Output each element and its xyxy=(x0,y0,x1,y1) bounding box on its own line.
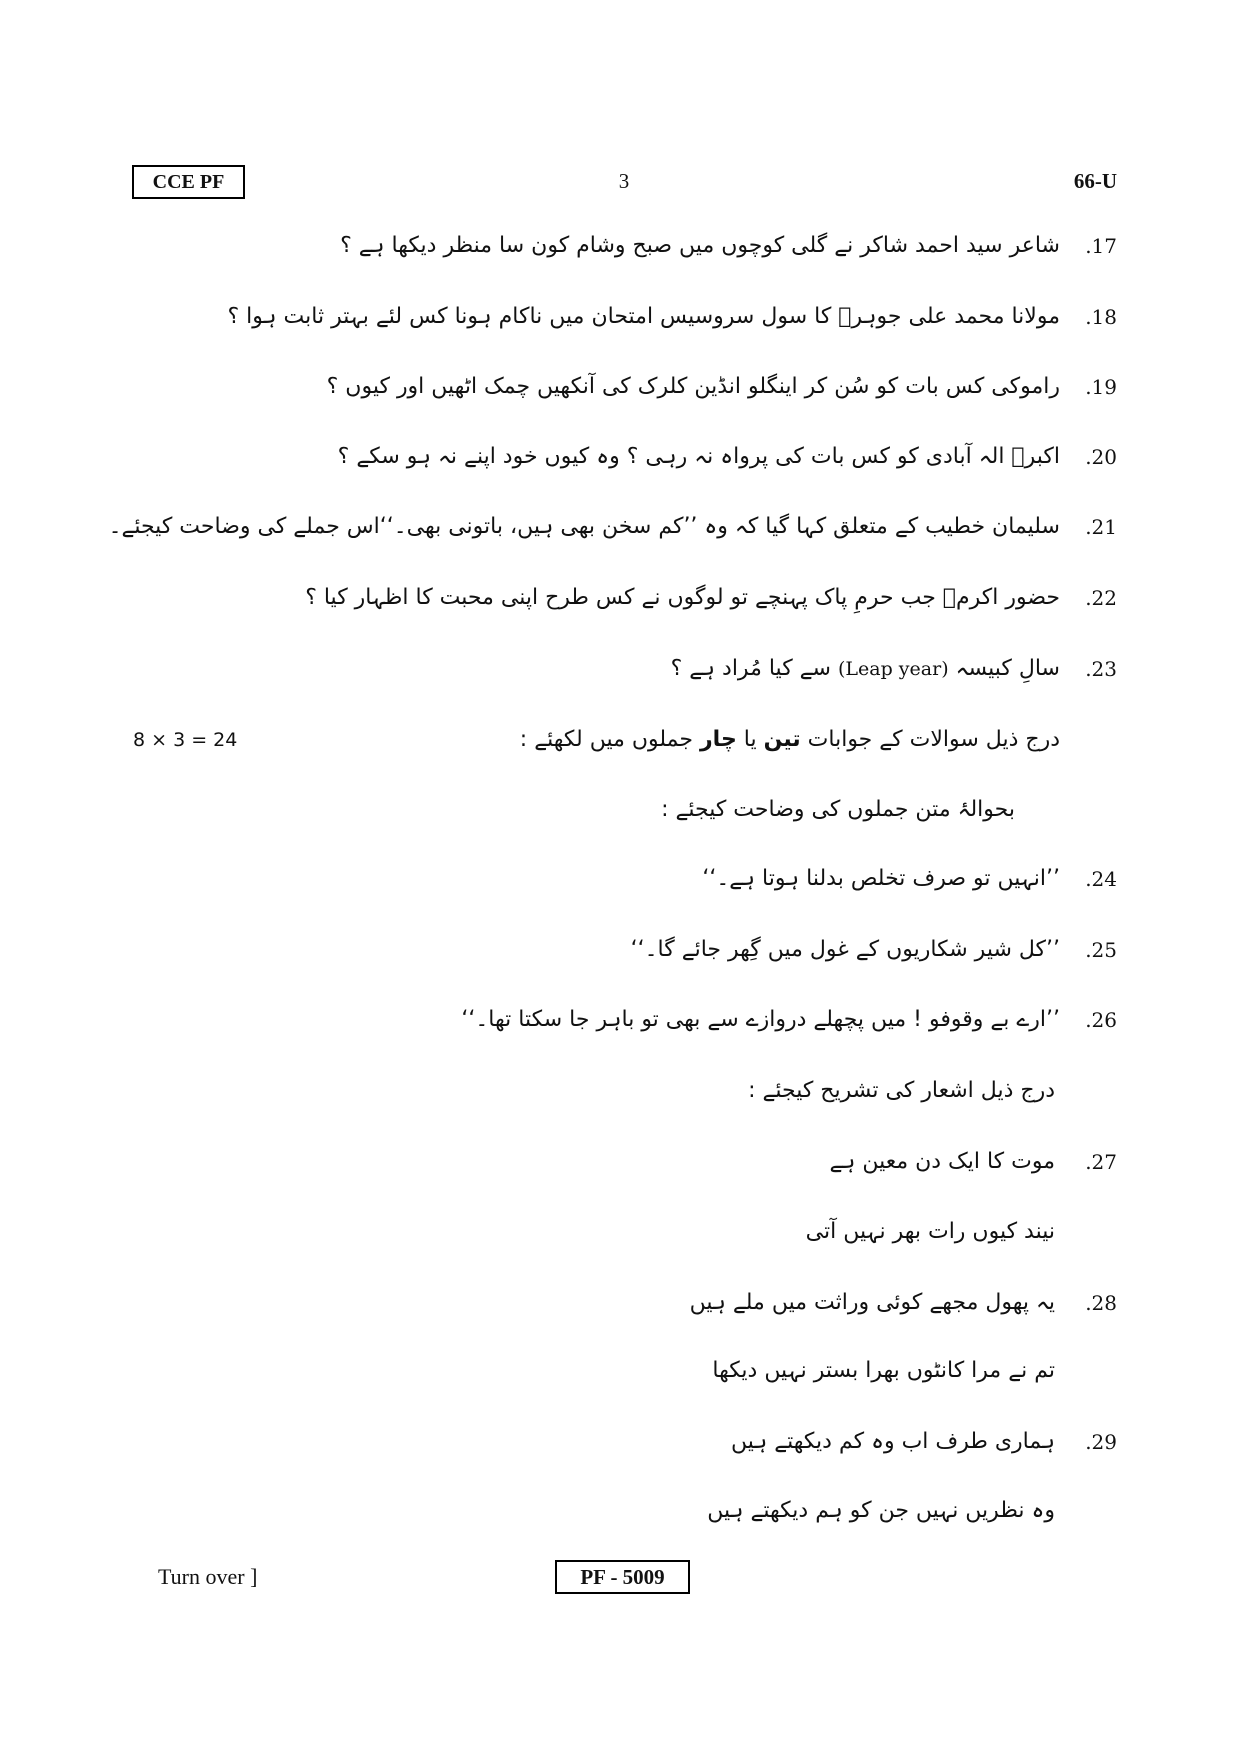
verse-line: یہ پھول مجھے کوئی وراثت میں ملے ہیں xyxy=(689,1290,1055,1315)
question-26 xyxy=(0,1003,1240,1037)
reference-instruction: بحوالۂ متن جملوں کی وضاحت کیجئے : xyxy=(661,797,1015,822)
paper-code-box: PF - 5009 xyxy=(555,1560,690,1594)
question-25 xyxy=(0,933,1240,967)
verse-line: ہماری طرف اب وہ کم دیکھتے ہیں xyxy=(730,1429,1055,1454)
turn-over-note: Turn over ] xyxy=(158,1564,258,1589)
question-number: 19. xyxy=(1085,375,1117,399)
question-24 xyxy=(0,862,1240,896)
question-text: اکبرؔ الہ آبادی کو کس بات کی پرواہ نہ رہی ؟ وہ کیوں خود اپنے نہ ہو سکے ؟ xyxy=(337,444,1060,469)
question-17 xyxy=(0,229,1240,263)
question-text: سلیمان خطیب کے متعلق کہا گیا کہ وہ ’’کم سخن بھی ہیں، باتونی بھی۔‘‘اس جملے کی وضاحت کیجئے۔ xyxy=(108,514,1060,539)
question-number: 28. xyxy=(1085,1291,1117,1315)
instruction-part: جملوں میں لکھئے : xyxy=(519,727,694,752)
question-number: 18. xyxy=(1085,305,1117,329)
exam-code-box: CCE PF xyxy=(132,165,245,199)
verse-line: تم نے مرا کانٹوں بھرا بستر نہیں دیکھا xyxy=(712,1358,1055,1383)
question-number: 17. xyxy=(1085,234,1117,258)
question-22 xyxy=(0,581,1240,615)
question-27 xyxy=(0,1145,1240,1179)
question-text: شاعر سید احمد شاکر نے گلی کوچوں میں صبح وشام کون سا منظر دیکھا ہے ؟ xyxy=(340,233,1060,258)
question-text-before: سالِ کبیسہ xyxy=(955,656,1060,681)
question-number: 21. xyxy=(1085,515,1117,539)
question-23 xyxy=(0,652,1240,686)
question-27-line-2 xyxy=(0,1215,1240,1249)
question-number: 26. xyxy=(1085,1008,1117,1032)
couplet-instruction: درج ذیل اشعار کی تشریح کیجئے : xyxy=(748,1078,1055,1103)
question-text: ’’انہیں تو صرف تخلص بدلنا ہوتا ہے۔‘‘ xyxy=(702,866,1060,891)
question-text xyxy=(671,652,1060,686)
marks-allocation: 8 × 3 = 24 xyxy=(133,729,238,751)
question-text: ’’ارے بے وقوفو ! میں پچھلے دروازے سے بھی تو باہر جا سکتا تھا۔‘‘ xyxy=(461,1007,1060,1032)
reference-instruction-row xyxy=(0,793,1240,827)
question-text: ’’کل شیر شکاریوں کے غول میں گِھر جائے گا۔‘‘ xyxy=(630,937,1060,962)
question-28-line-2 xyxy=(0,1354,1240,1388)
question-number: 29. xyxy=(1085,1430,1117,1454)
question-21 xyxy=(0,510,1240,544)
subject-code: 66-U xyxy=(1073,169,1117,193)
instruction-part: درج ذیل سوالات کے جوابات xyxy=(807,727,1060,752)
page-number: 3 xyxy=(618,169,630,193)
question-number: 25. xyxy=(1085,938,1117,962)
instruction-part: یا xyxy=(743,727,757,752)
question-text-after: سے کیا مُراد ہے ؟ xyxy=(670,656,831,681)
section-instruction-row xyxy=(0,723,1240,757)
verse-line: وہ نظریں نہیں جن کو ہم دیکھتے ہیں xyxy=(707,1498,1055,1523)
couplet-instruction-row xyxy=(0,1074,1240,1108)
question-number: 27. xyxy=(1085,1150,1117,1174)
question-number: 20. xyxy=(1085,445,1117,469)
verse-line: نیند کیوں رات بھر نہیں آتی xyxy=(805,1219,1055,1244)
question-28 xyxy=(0,1286,1240,1320)
instruction-bold: تین xyxy=(763,727,801,752)
question-text: راموکی کس بات کو سُن کر اینگلو انڈین کلرک کی آنکھیں چمک اٹھیں اور کیوں ؟ xyxy=(326,374,1060,399)
instruction-bold: چار xyxy=(700,727,737,752)
question-29-line-2 xyxy=(0,1494,1240,1528)
question-text: مولانا محمد علی جوہرؔ کا سول سروسیس امتحان میں ناکام ہونا کس لئے بہتر ثابت ہوا ؟ xyxy=(227,304,1060,329)
question-text: حضور اکرمؐ جب حرمِ پاک پہنچے تو لوگوں نے کس طرح اپنی محبت کا اظہار کیا ؟ xyxy=(305,585,1060,610)
section-instruction xyxy=(520,723,1060,757)
verse-line: موت کا ایک دن معین ہے xyxy=(829,1149,1055,1174)
question-number: 24. xyxy=(1085,867,1117,891)
question-19 xyxy=(0,370,1240,404)
question-18 xyxy=(0,300,1240,334)
question-text-latin: (Leap year) xyxy=(837,658,949,680)
question-20 xyxy=(0,440,1240,474)
question-number: 23. xyxy=(1085,657,1117,681)
question-number: 22. xyxy=(1085,586,1117,610)
question-29 xyxy=(0,1425,1240,1459)
